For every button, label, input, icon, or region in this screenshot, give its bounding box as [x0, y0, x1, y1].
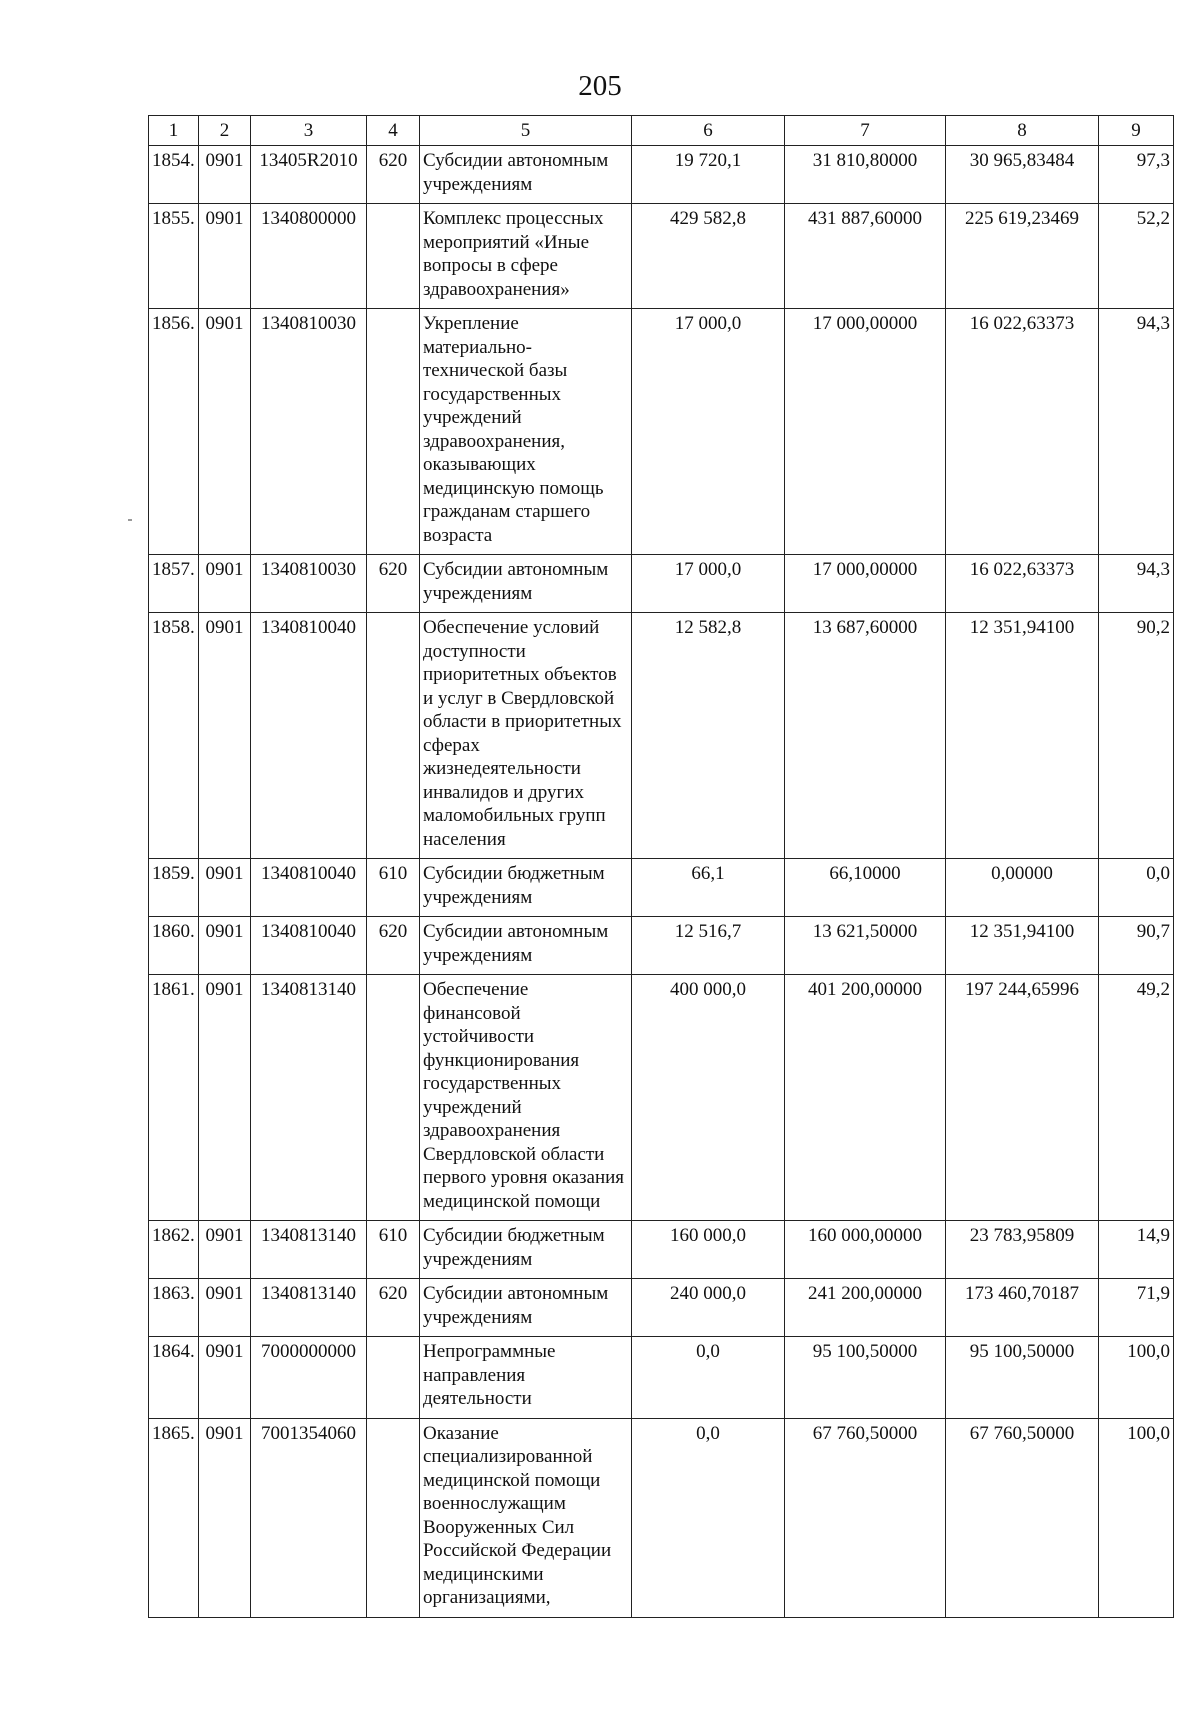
item-name: Обеспечение финансовой устойчивости функционирования государственных учреждений здравоохранения Свердловской области первого уровня оказания медицинской помощи	[420, 975, 632, 1221]
plan-amount: 240 000,0	[632, 1279, 785, 1337]
table-row	[149, 146, 1174, 204]
executed-amount: 12 351,94100	[946, 613, 1099, 859]
execution-percent: 90,7	[1099, 917, 1174, 975]
execution-percent: 94,3	[1099, 555, 1174, 613]
table-row	[149, 1418, 1174, 1617]
target-article-code: 1340813140	[251, 975, 367, 1221]
execution-percent: 100,0	[1099, 1418, 1174, 1617]
section-code: 0901	[199, 146, 251, 204]
plan-amount: 12 516,7	[632, 917, 785, 975]
execution-percent: 97,3	[1099, 146, 1174, 204]
section-code: 0901	[199, 204, 251, 309]
expense-type-code	[367, 975, 420, 1221]
target-article-code: 1340813140	[251, 1279, 367, 1337]
execution-percent: 94,3	[1099, 309, 1174, 555]
plan-amount: 400 000,0	[632, 975, 785, 1221]
table-row	[149, 1337, 1174, 1419]
plan-amount: 0,0	[632, 1337, 785, 1419]
expense-type-code: 620	[367, 146, 420, 204]
item-name: Обеспечение условий доступности приоритетных объектов и услуг в Свердловской области в приоритетных сферах жизнедеятельности инвалидов и других маломобильных групп населения	[420, 613, 632, 859]
column-header-3: 3	[251, 116, 367, 146]
column-header-2: 2	[199, 116, 251, 146]
row-number: 1862.	[149, 1221, 199, 1279]
target-article-code: 1340810040	[251, 613, 367, 859]
row-number: 1860.	[149, 917, 199, 975]
row-number: 1861.	[149, 975, 199, 1221]
row-number: 1857.	[149, 555, 199, 613]
item-name: Комплекс процессных мероприятий «Иные вопросы в сфере здравоохранения»	[420, 204, 632, 309]
section-code: 0901	[199, 975, 251, 1221]
section-code: 0901	[199, 555, 251, 613]
expense-type-code	[367, 204, 420, 309]
table-row	[149, 1221, 1174, 1279]
target-article-code: 1340800000	[251, 204, 367, 309]
item-name: Укрепление материально-технической базы государственных учреждений здравоохранения, оказывающих медицинскую помощь гражданам старшего возраста	[420, 309, 632, 555]
row-number: 1859.	[149, 859, 199, 917]
execution-percent: 52,2	[1099, 204, 1174, 309]
row-number: 1864.	[149, 1337, 199, 1419]
refined-amount: 431 887,60000	[785, 204, 946, 309]
refined-amount: 95 100,50000	[785, 1337, 946, 1419]
plan-amount: 12 582,8	[632, 613, 785, 859]
section-code: 0901	[199, 1337, 251, 1419]
plan-amount: 429 582,8	[632, 204, 785, 309]
table-row	[149, 555, 1174, 613]
execution-percent: 100,0	[1099, 1337, 1174, 1419]
execution-percent: 14,9	[1099, 1221, 1174, 1279]
expense-type-code	[367, 309, 420, 555]
expense-type-code: 620	[367, 1279, 420, 1337]
scan-artifact	[128, 519, 132, 521]
plan-amount: 160 000,0	[632, 1221, 785, 1279]
executed-amount: 12 351,94100	[946, 917, 1099, 975]
refined-amount: 67 760,50000	[785, 1418, 946, 1617]
row-number: 1865.	[149, 1418, 199, 1617]
section-code: 0901	[199, 917, 251, 975]
refined-amount: 13 621,50000	[785, 917, 946, 975]
budget-table	[148, 115, 1174, 1618]
plan-amount: 17 000,0	[632, 555, 785, 613]
table-row	[149, 975, 1174, 1221]
target-article-code: 1340810030	[251, 309, 367, 555]
target-article-code: 1340810040	[251, 917, 367, 975]
column-header-8: 8	[946, 116, 1099, 146]
item-name: Субсидии бюджетным учреждениям	[420, 1221, 632, 1279]
header-row	[149, 116, 1174, 146]
column-header-6: 6	[632, 116, 785, 146]
execution-percent: 0,0	[1099, 859, 1174, 917]
section-code: 0901	[199, 1279, 251, 1337]
item-name: Оказание специализированной медицинской помощи военнослужащим Вооруженных Сил Российской Федерации медицинскими организациями,	[420, 1418, 632, 1617]
target-article-code: 7000000000	[251, 1337, 367, 1419]
executed-amount: 95 100,50000	[946, 1337, 1099, 1419]
item-name: Субсидии автономным учреждениям	[420, 146, 632, 204]
column-header-4: 4	[367, 116, 420, 146]
target-article-code: 1340813140	[251, 1221, 367, 1279]
executed-amount: 225 619,23469	[946, 204, 1099, 309]
expense-type-code: 620	[367, 917, 420, 975]
table-row	[149, 204, 1174, 309]
executed-amount: 0,00000	[946, 859, 1099, 917]
executed-amount: 197 244,65996	[946, 975, 1099, 1221]
item-name: Непрограммные направления деятельности	[420, 1337, 632, 1419]
item-name: Субсидии бюджетным учреждениям	[420, 859, 632, 917]
section-code: 0901	[199, 859, 251, 917]
executed-amount: 23 783,95809	[946, 1221, 1099, 1279]
section-code: 0901	[199, 1221, 251, 1279]
refined-amount: 401 200,00000	[785, 975, 946, 1221]
page-number: 205	[578, 70, 622, 102]
execution-percent: 90,2	[1099, 613, 1174, 859]
target-article-code: 1340810030	[251, 555, 367, 613]
refined-amount: 66,10000	[785, 859, 946, 917]
column-header-1: 1	[149, 116, 199, 146]
section-code: 0901	[199, 309, 251, 555]
executed-amount: 67 760,50000	[946, 1418, 1099, 1617]
table-row	[149, 859, 1174, 917]
executed-amount: 16 022,63373	[946, 309, 1099, 555]
expense-type-code: 620	[367, 555, 420, 613]
section-code: 0901	[199, 1418, 251, 1617]
column-header-9: 9	[1099, 116, 1174, 146]
item-name: Субсидии автономным учреждениям	[420, 555, 632, 613]
expense-type-code	[367, 1418, 420, 1617]
row-number: 1863.	[149, 1279, 199, 1337]
item-name: Субсидии автономным учреждениям	[420, 1279, 632, 1337]
row-number: 1858.	[149, 613, 199, 859]
executed-amount: 16 022,63373	[946, 555, 1099, 613]
row-number: 1856.	[149, 309, 199, 555]
column-header-5: 5	[420, 116, 632, 146]
refined-amount: 31 810,80000	[785, 146, 946, 204]
row-number: 1855.	[149, 204, 199, 309]
table-row	[149, 613, 1174, 859]
plan-amount: 17 000,0	[632, 309, 785, 555]
section-code: 0901	[199, 613, 251, 859]
table-row	[149, 1279, 1174, 1337]
expense-type-code: 610	[367, 859, 420, 917]
plan-amount: 19 720,1	[632, 146, 785, 204]
table-row	[149, 917, 1174, 975]
execution-percent: 49,2	[1099, 975, 1174, 1221]
refined-amount: 241 200,00000	[785, 1279, 946, 1337]
refined-amount: 13 687,60000	[785, 613, 946, 859]
plan-amount: 66,1	[632, 859, 785, 917]
execution-percent: 71,9	[1099, 1279, 1174, 1337]
item-name: Субсидии автономным учреждениям	[420, 917, 632, 975]
target-article-code: 7001354060	[251, 1418, 367, 1617]
column-header-7: 7	[785, 116, 946, 146]
target-article-code: 13405R2010	[251, 146, 367, 204]
row-number: 1854.	[149, 146, 199, 204]
plan-amount: 0,0	[632, 1418, 785, 1617]
target-article-code: 1340810040	[251, 859, 367, 917]
refined-amount: 160 000,00000	[785, 1221, 946, 1279]
expense-type-code	[367, 613, 420, 859]
expense-type-code	[367, 1337, 420, 1419]
executed-amount: 173 460,70187	[946, 1279, 1099, 1337]
expense-type-code: 610	[367, 1221, 420, 1279]
executed-amount: 30 965,83484	[946, 146, 1099, 204]
refined-amount: 17 000,00000	[785, 309, 946, 555]
refined-amount: 17 000,00000	[785, 555, 946, 613]
table-row	[149, 309, 1174, 555]
